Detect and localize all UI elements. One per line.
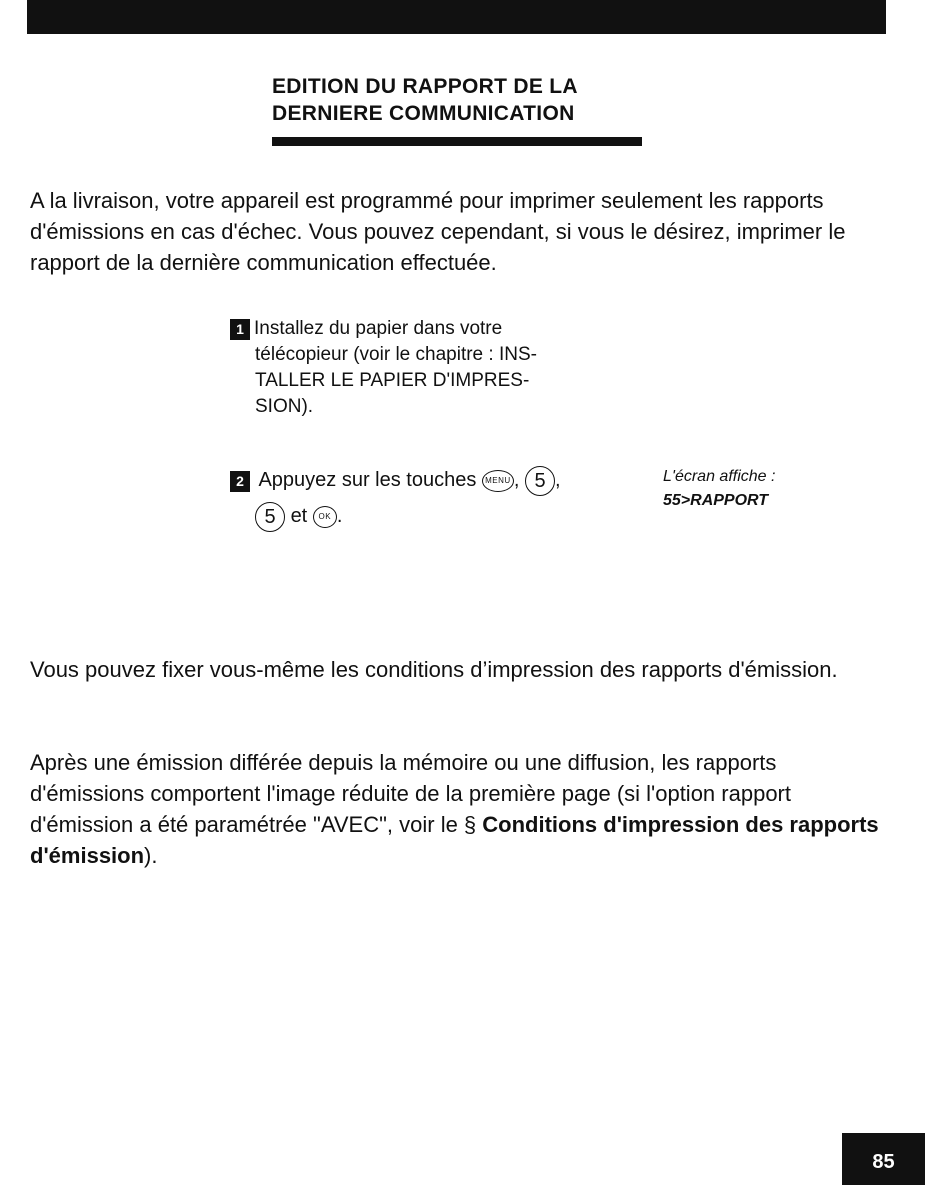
section-title-line-2: DERNIERE COMMUNICATION: [272, 102, 575, 125]
step-2-text: Appuyez sur les touches: [258, 469, 477, 491]
intro-paragraph: A la livraison, votre appareil est programmé pour imprimer seulement les rapports d'émissions en cas d'échec. Vous pouvez cependant, si vous le désirez, imprimer le rapport de la dernière communication effectuée.: [30, 188, 846, 275]
step-2: 2 Appuyez sur les touches MENU , 5 , 5 et OK .: [230, 462, 660, 534]
menu-key-icon: MENU: [482, 470, 514, 492]
step-1: [230, 316, 600, 420]
page-number: 85: [842, 1133, 925, 1185]
screen-value: 55>RAPPORT: [663, 492, 769, 509]
cross-reference: Conditions d'impression des rapports d'émission: [30, 812, 879, 868]
step-number-badge: 2: [230, 471, 250, 492]
screen-label: L'écran affiche :: [663, 468, 776, 485]
key-5-icon: 5: [525, 466, 555, 496]
section-title-line-1: EDITION DU RAPPORT DE LA: [272, 75, 578, 98]
step-1-line-4: SION).: [255, 396, 314, 417]
step-1-line-3: TALLER LE PAPIER D'IMPRES-: [255, 370, 530, 391]
step-number-badge: 1: [230, 319, 250, 340]
section-title: [272, 73, 692, 127]
screen-display-note: [663, 465, 775, 513]
top-decorative-bar: [27, 0, 886, 34]
paragraph-print-conditions: Vous pouvez fixer vous-même les conditions d’impression des rapports d'émission.: [30, 657, 838, 682]
paragraph-deferred-emission: Après une émission différée depuis la mémoire ou une diffusion, les rapports d'émissions comportent l'image réduite de la première page (si l'option rapport d'émission a été paramétrée "AVEC", voir le § Conditions d'impression des rapports d'émission).: [30, 750, 879, 868]
step-1-line-1: Installez du papier dans votre: [254, 318, 503, 339]
key-5-icon: 5: [255, 502, 285, 532]
ok-key-icon: OK: [313, 506, 337, 528]
step-1-line-2: télécopieur (voir le chapitre : INS-: [255, 344, 537, 365]
title-underline-bar: [272, 137, 642, 146]
